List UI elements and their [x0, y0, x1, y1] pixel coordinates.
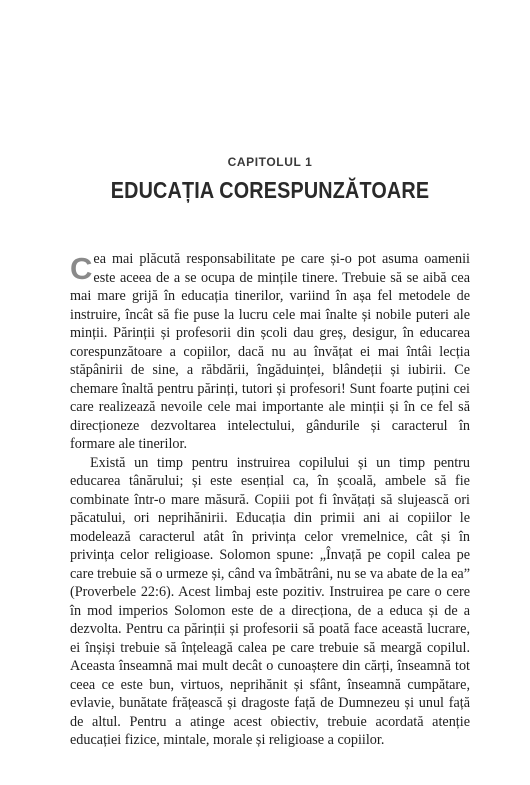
chapter-body	[70, 250, 470, 750]
paragraph-2	[70, 454, 470, 750]
chapter-title: EDUCAȚIA CORESPUNZĂTOARE	[110, 177, 430, 203]
chapter-label: CAPITOLUL 1	[227, 155, 313, 169]
paragraph-1	[70, 250, 470, 454]
drop-cap-letter: C	[70, 251, 93, 286]
paragraph-2-text: Există un timp pentru instruirea copilului și un timp pentru educarea tânărului; și este esențial ca, în școală, ambele să fie combinate într-o mare măsură. Copiii pot fi învățați să slujească ori păcatului, ori neprihănirii. Educația din primii ani ai copiilor le modelează caracterul atât în privința celor vremelnice, cât și în privința celor religioase. Solomon spune: „Învață pe copil calea pe care trebuie să o urmeze și, când va îmbătrâni, nu se va abate de la ea” (Proverbele 22:6). Acest limbaj este pozitiv. Instruirea pe care o cere în mod imperios Solomon este de a direcționa, de a educa și de a dezvolta. Pentru ca părinții și profesorii să poată face această lucrare, ei înșiși trebuie să înțeleagă calea pe care trebuie să meargă copilul. Aceasta înseamnă mai mult decât o cunoaștere din cărți, înseamnă tot ceea ce este bun, virtuos, neprihănit și sfânt, înseamnă cumpătare, evlavie, bunătate frățească și dragoste față de Dumnezeu și unul față de altul. Pentru a atinge acest obiectiv, trebuie acordată atenție educației fizice, mintale, morale și religioase a copiilor.	[70, 454, 470, 748]
paragraph-1-text: ea mai plăcută responsabilitate pe care și-o pot asuma oamenii este aceea de a se ocupa de mințile tinere. Trebuie să se aibă cea mai mare grijă în educația tinerilor, variind în așa fel metodele de instruire, încât să fie puse la lucru cele mai înalte și nobile puteri ale minții. Părinții și profesorii din școli dau greș, desigur, în educarea corespunzătoare a copiilor, dacă nu au învățat ei mai întâi lecția stăpânirii de sine, a răbdării, îngăduinței, blândeții și iubirii. Ce chemare înaltă pentru părinți, tutori și profesori! Sunt foarte puțini cei care realizează nevoile cele mai importante ale minții și în ce fel să direcționeze dezvoltarea intelectului, gândurile și caracterul în formare ale tinerilor.	[70, 251, 470, 452]
